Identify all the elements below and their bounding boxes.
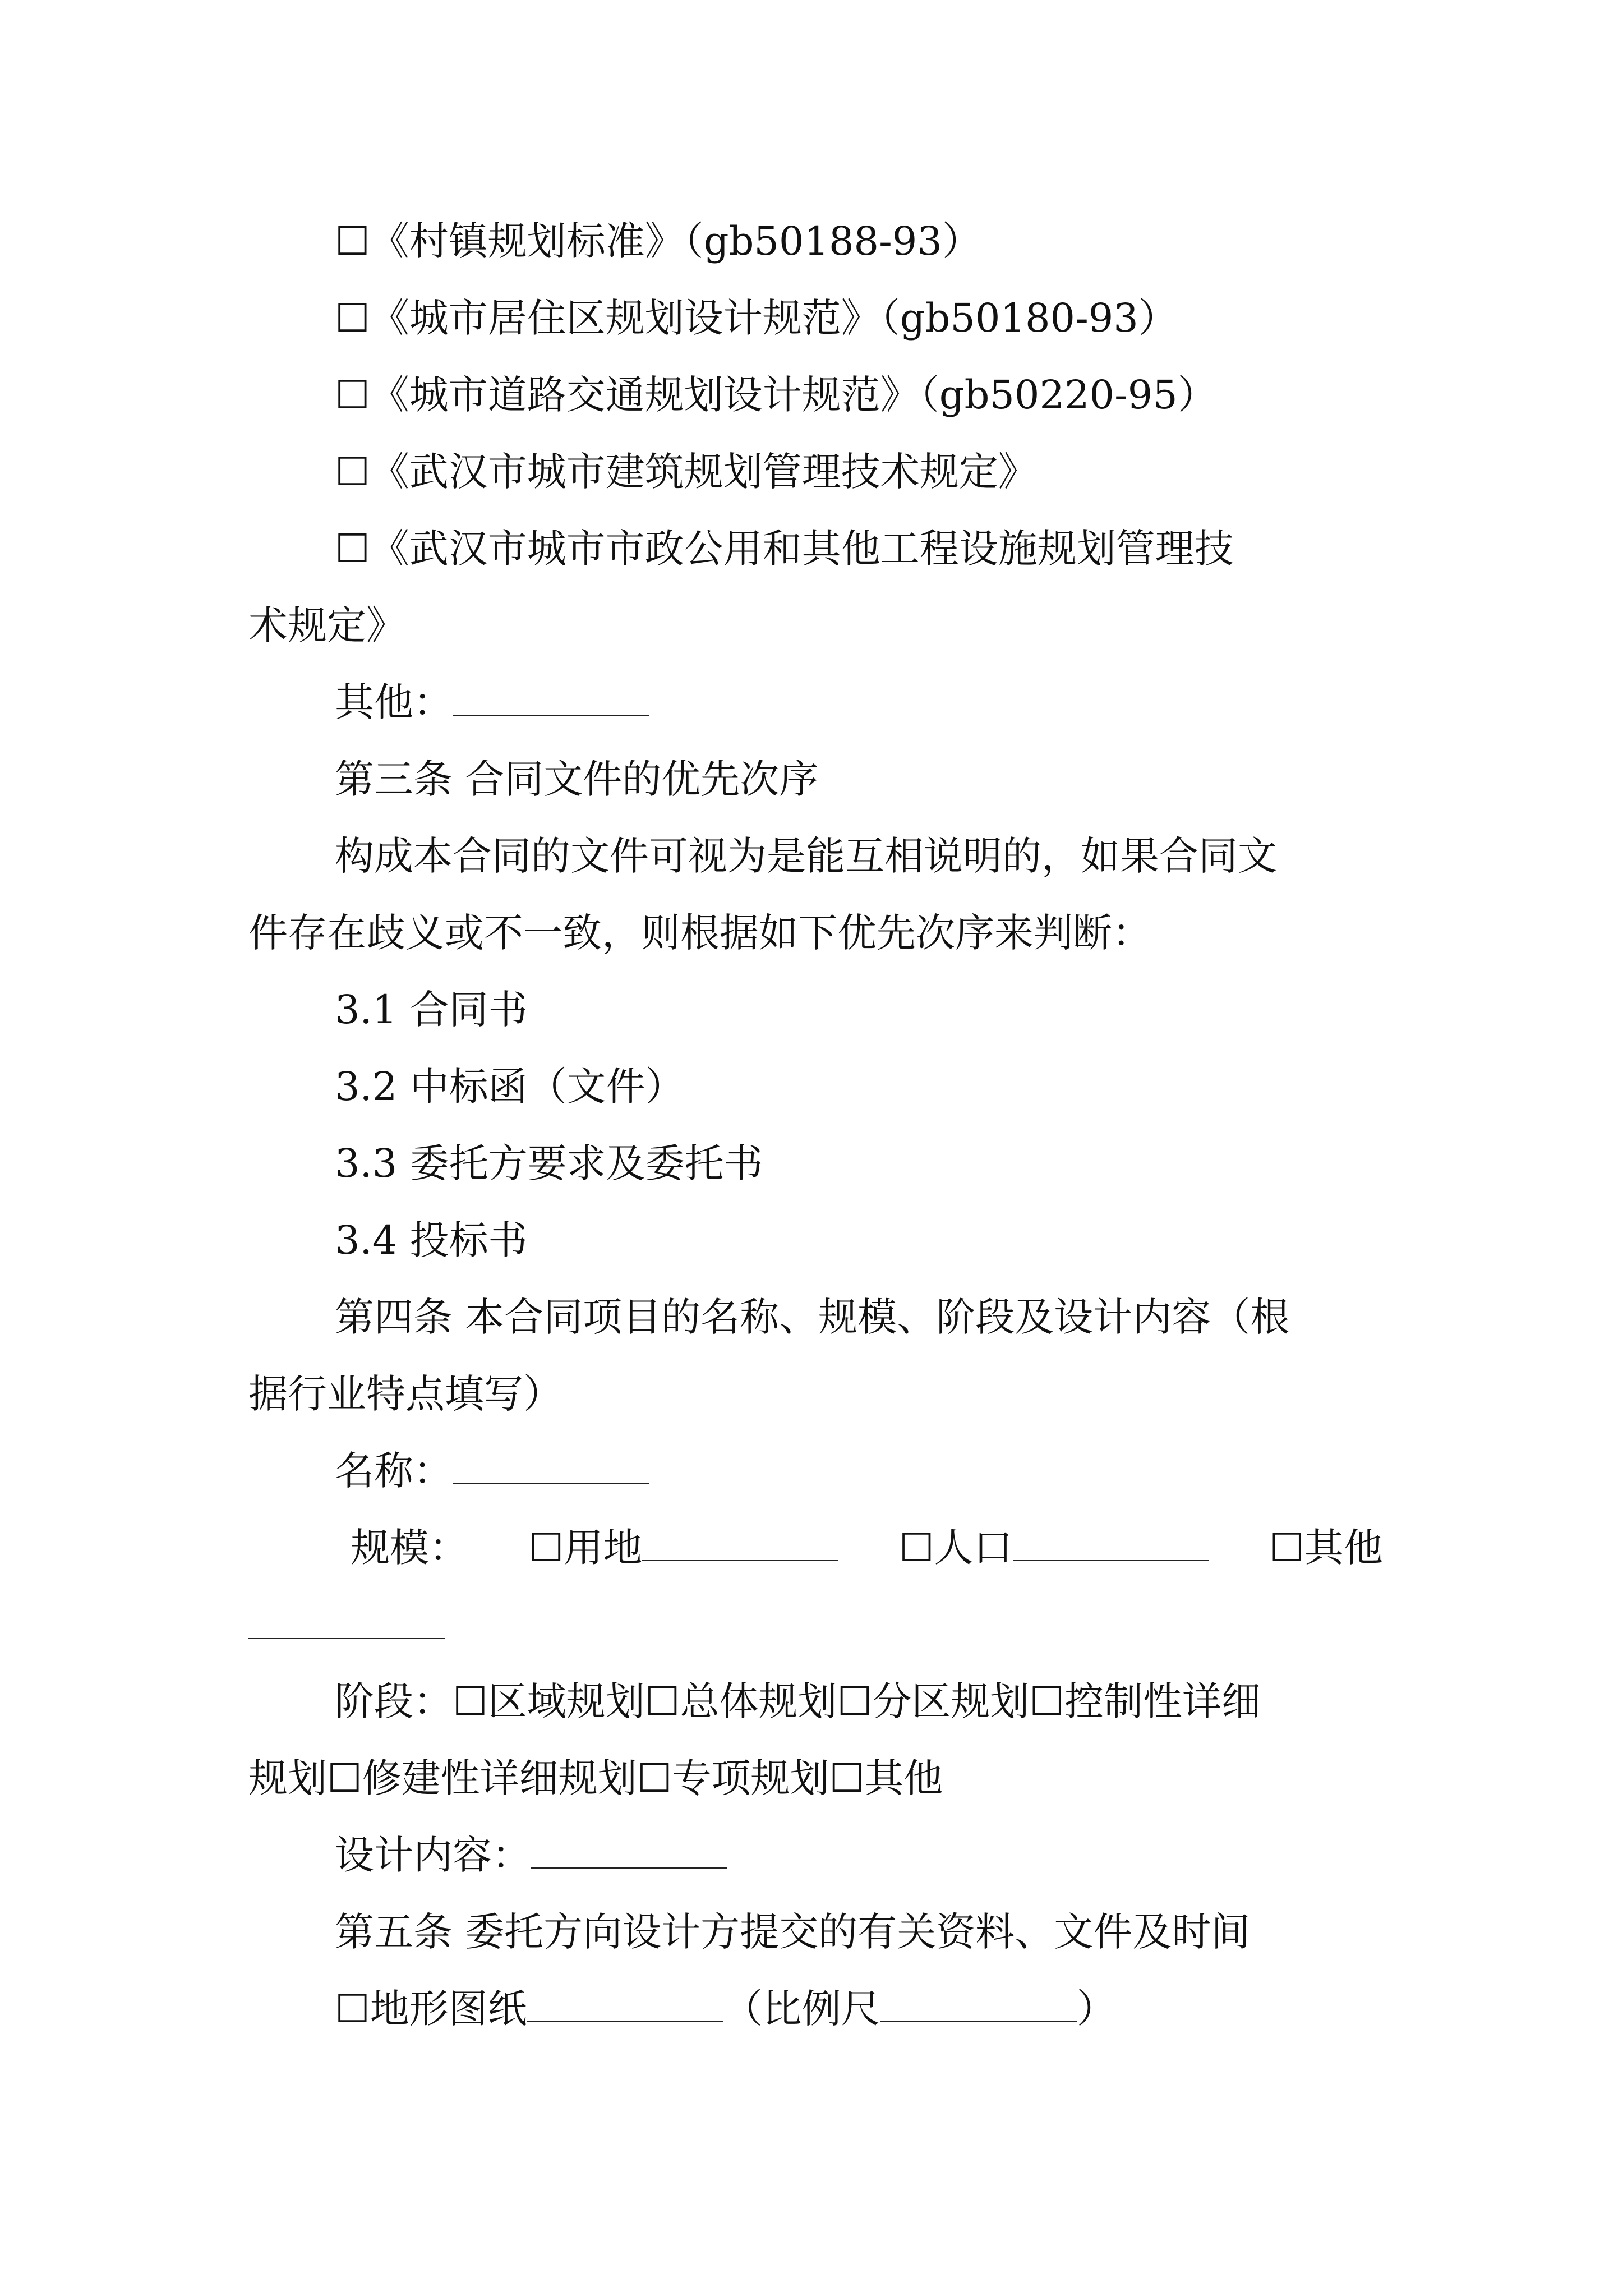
other-label: 其他： <box>335 679 453 725</box>
article3-item-1: 3.1 合同书 <box>335 987 528 1033</box>
article3-item-3: 3.3 委托方要求及委托书 <box>335 1140 763 1186</box>
scale-option-land: ☐用地 <box>529 1521 839 1575</box>
checkbox-icon[interactable]: ☐ <box>528 1525 564 1571</box>
checkbox-icon[interactable]: ☐ <box>335 295 370 341</box>
stage-line1: 阶段：☐区域规划☐总体规划☐分区规划☐控制性详细 <box>335 1678 1261 1724</box>
standard-item-3 <box>335 368 1217 422</box>
design-content-blank[interactable] <box>531 1828 727 1869</box>
standard-text: 《武汉市城市市政公用和其他工程设施规划管理技 <box>370 526 1234 572</box>
scale-label: 规模： <box>351 1525 468 1571</box>
article3-item-2: 3.2 中标函（文件） <box>335 1064 685 1110</box>
name-blank[interactable] <box>453 1444 649 1484</box>
topographic-label: 地形图纸 <box>370 1986 527 2032</box>
stage-line2: 规划☐修建性详细规划☐专项规划☐其他 <box>248 1755 943 1801</box>
scale-option-other: ☐其他 <box>1269 1521 1383 1575</box>
name-field <box>335 1444 649 1498</box>
checkbox-icon[interactable]: ☐ <box>335 526 370 572</box>
scale-ratio-close: ） <box>1076 1986 1116 2032</box>
standard-text: 《武汉市城市建筑规划管理技术规定》 <box>370 449 1038 495</box>
article5-title: 第五条 委托方向设计方提交的有关资料、文件及时间 <box>335 1909 1251 1955</box>
checkbox-icon[interactable]: ☐ <box>335 1986 370 2032</box>
land-blank[interactable] <box>642 1521 838 1561</box>
name-label: 名称： <box>335 1448 453 1494</box>
population-blank[interactable] <box>1013 1521 1209 1561</box>
checkbox-icon[interactable]: ☐ <box>335 449 370 495</box>
scale-other-blank[interactable] <box>248 1638 445 1639</box>
article3-para-line1: 构成本合同的文件可视为是能互相说明的，如果合同文 <box>335 833 1277 879</box>
standard-item-4 <box>335 445 1038 499</box>
scale-ratio-open: （比例尺 <box>723 1986 880 2032</box>
checkbox-icon[interactable]: ☐ <box>898 1525 934 1571</box>
article3-title: 第三条 合同文件的优先次序 <box>335 756 819 802</box>
article3-para-line2: 件存在歧义或不一致，则根据如下优先次序来判断： <box>248 910 1151 956</box>
scale-row <box>351 1521 1383 1575</box>
standard-item-5 <box>335 522 1234 576</box>
scale-option-population: ☐人口 <box>899 1521 1209 1575</box>
checkbox-icon[interactable]: ☐ <box>335 218 370 264</box>
standard-item-1 <box>335 214 981 268</box>
standard-text: 《村镇规划标准》（gb50188-93） <box>370 218 981 264</box>
topographic-blank[interactable] <box>527 1982 723 2022</box>
checkbox-icon[interactable]: ☐ <box>335 372 370 418</box>
design-content-label: 设计内容： <box>335 1832 531 1878</box>
standard-item-2 <box>335 291 1178 345</box>
article4-title-line2: 据行业特点填写） <box>248 1371 562 1417</box>
article4-title-line1: 第四条 本合同项目的名称、规模、阶段及设计内容（根 <box>335 1294 1290 1340</box>
standard-text: 《城市居住区规划设计规范》（gb50180-93） <box>370 295 1178 341</box>
scale-ratio-blank[interactable] <box>880 1982 1077 2022</box>
article3-item-4: 3.4 投标书 <box>335 1217 528 1263</box>
checkbox-icon[interactable]: ☐ <box>1269 1525 1304 1571</box>
other-field <box>335 675 649 729</box>
design-content-field <box>335 1828 727 1882</box>
other-blank[interactable] <box>453 675 649 716</box>
standard-text: 《城市道路交通规划设计规范》（gb50220-95） <box>370 372 1217 418</box>
standard-item-5-cont: 术规定》 <box>248 602 405 648</box>
topographic-map-item <box>335 1982 1116 2036</box>
